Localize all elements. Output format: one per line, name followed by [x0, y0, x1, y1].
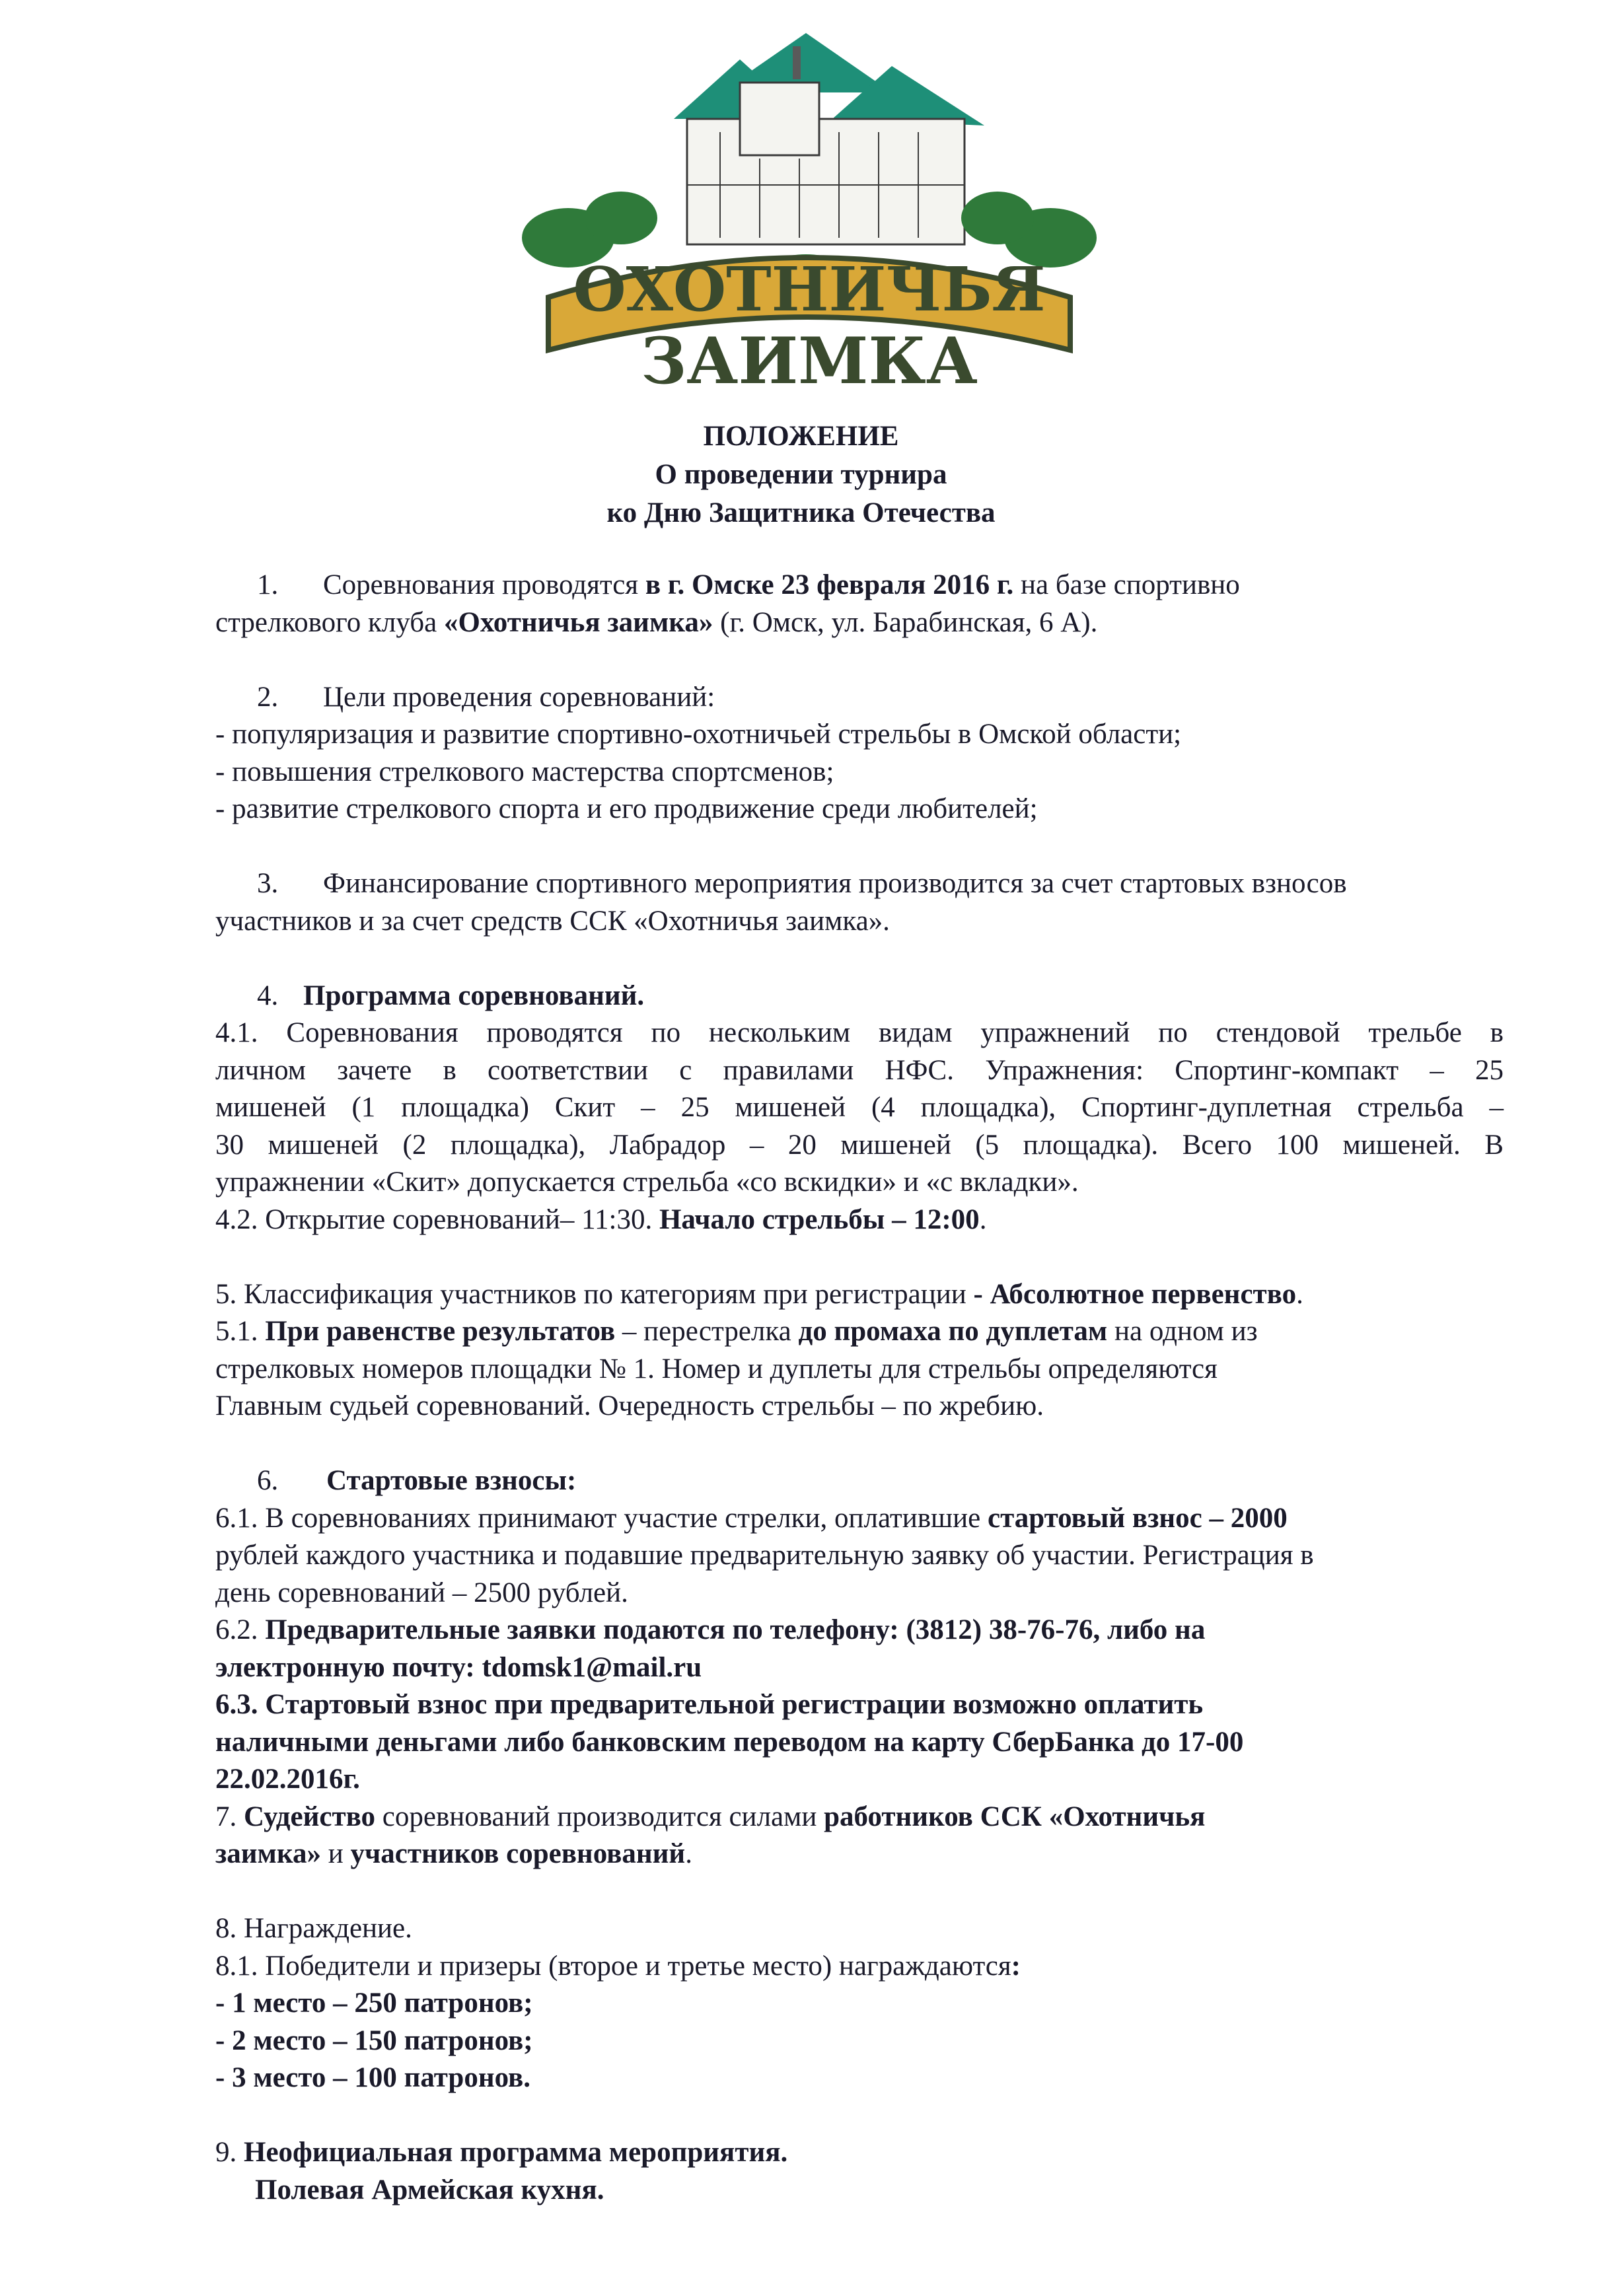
clause-8: 8. Награждение. — [215, 1913, 412, 1944]
clause-3-cont: участников и за счет средств ССК «Охотничья заимка». — [215, 905, 890, 937]
prize-item: - 2 место – 150 патронов; — [215, 2025, 533, 2056]
logo-graphic — [522, 20, 1097, 390]
clause-7: заимка» и участников соревнований. — [215, 1838, 692, 1869]
title: ПОЛОЖЕНИЕ — [703, 421, 899, 452]
clause-6-2: 6.2. Предварительные заявки подаются по телефону: (3812) 38-76-76, либо на — [215, 1614, 1206, 1645]
clause-5-1: Главным судьей соревнований. Очередность стрельбы – по жребию. — [215, 1390, 1044, 1421]
clause-4-1: 4.1. Соревнования проводятся по нескольким видам упражнений по стендовой трельбе в — [215, 1017, 1504, 1048]
clause-7: 7. Судейство соревнований производится силами работников ССК «Охотничья — [215, 1801, 1206, 1832]
prize-item: - 3 место – 100 патронов. — [215, 2062, 531, 2093]
subtitle: О проведении турнира — [655, 459, 947, 490]
clause-5: 5. Классификация участников по категориям при регистрации - Абсолютное первенство. — [215, 1278, 1303, 1310]
clause-6-3: наличными деньгами либо банковским переводом на карту СберБанка до 17-00 — [215, 1726, 1244, 1758]
list-item: - повышения стрелкового мастерства спортсменов; — [215, 756, 834, 787]
logo-line1: ОХОТНИЧЬЯ — [573, 254, 1046, 325]
clause-5-1: 5.1. При равенстве результатов – перестрелка до промаха по дуплетам на одном из — [215, 1316, 1258, 1347]
clause-9-item: Полевая Армейская кухня. — [255, 2174, 604, 2206]
clause-6-3: 22.02.2016г. — [215, 1764, 360, 1795]
clause-5-1: стрелковых номеров площадки № 1. Номер и дуплеты для стрельбы определяются — [215, 1353, 1218, 1384]
clause-1-cont: стрелкового клуба «Охотничья заимка» (г. Омск, ул. Барабинская, 6 А). — [215, 606, 1098, 638]
clause-4-1: личном зачете в соответствии с правилами НФС. Упражнения: Спортинг-компакт – 25 — [215, 1054, 1504, 1086]
house-illustration — [674, 33, 984, 244]
clause-6-2: электронную почту: tdomsk1@mail.ru — [215, 1651, 702, 1683]
logo-line2: ЗАИМКА — [641, 324, 978, 390]
list-item: - популяризация и развитие спортивно-охотничьей стрельбы в Омской области; — [215, 719, 1182, 750]
clause-6-1: день соревнований – 2500 рублей. — [215, 1577, 628, 1608]
clause-6-1: рублей каждого участника и подавшие предварительную заявку об участии. Регистрация в — [215, 1540, 1314, 1571]
clause-4-1: 30 мишеней (2 площадка), Лабрадор – 20 мишеней (5 площадка). Всего 100 мишеней. В — [215, 1129, 1504, 1161]
list-item: - развитие стрелкового спорта и его продвижение среди любителей; — [215, 793, 1038, 824]
clause-6-3: 6.3. Стартовый взнос при предварительной регистрации возможно оплатить — [215, 1689, 1204, 1720]
clause-4: 4. Программа соревнований. — [257, 980, 645, 1011]
clause-6-1: 6.1. В соревнованиях принимают участие стрелки, оплатившие стартовый взнос – 2000 — [215, 1502, 1288, 1534]
clause-4-1: упражнении «Скит» допускается стрельба «со вскидки» и «с вкладки». — [215, 1166, 1079, 1198]
clause-3: 3. Финансирование спортивного мероприятия производится за счет стартовых взносов — [257, 868, 1347, 899]
occasion: ко Дню Защитника Отечества — [606, 497, 996, 528]
clause-2: 2. Цели проведения соревнований: — [257, 681, 715, 713]
clause-1: 1. Соревнования проводятся в г. Омске 23 февраля 2016 г. на базе спортивно — [257, 569, 1240, 600]
prize-item: - 1 место – 250 патронов; — [215, 1988, 533, 2019]
clause-4-2: 4.2. Открытие соревнований– 11:30. Начало стрельбы – 12:00. — [215, 1203, 987, 1235]
document-heading — [0, 417, 1602, 532]
clause-9: 9. Неофициальная программа мероприятия. — [215, 2137, 788, 2168]
clause-8-1: 8.1. Победители и призеры (второе и третье место) награждаются: — [215, 1950, 1021, 1982]
document-body — [215, 567, 1504, 2209]
clause-6: 6. Стартовые взносы: — [257, 1465, 577, 1496]
club-logo — [522, 20, 1097, 390]
clause-4-1: мишеней (1 площадка) Скит – 25 мишеней (4 площадка), Спортинг-дуплетная стрельба – — [215, 1092, 1504, 1123]
